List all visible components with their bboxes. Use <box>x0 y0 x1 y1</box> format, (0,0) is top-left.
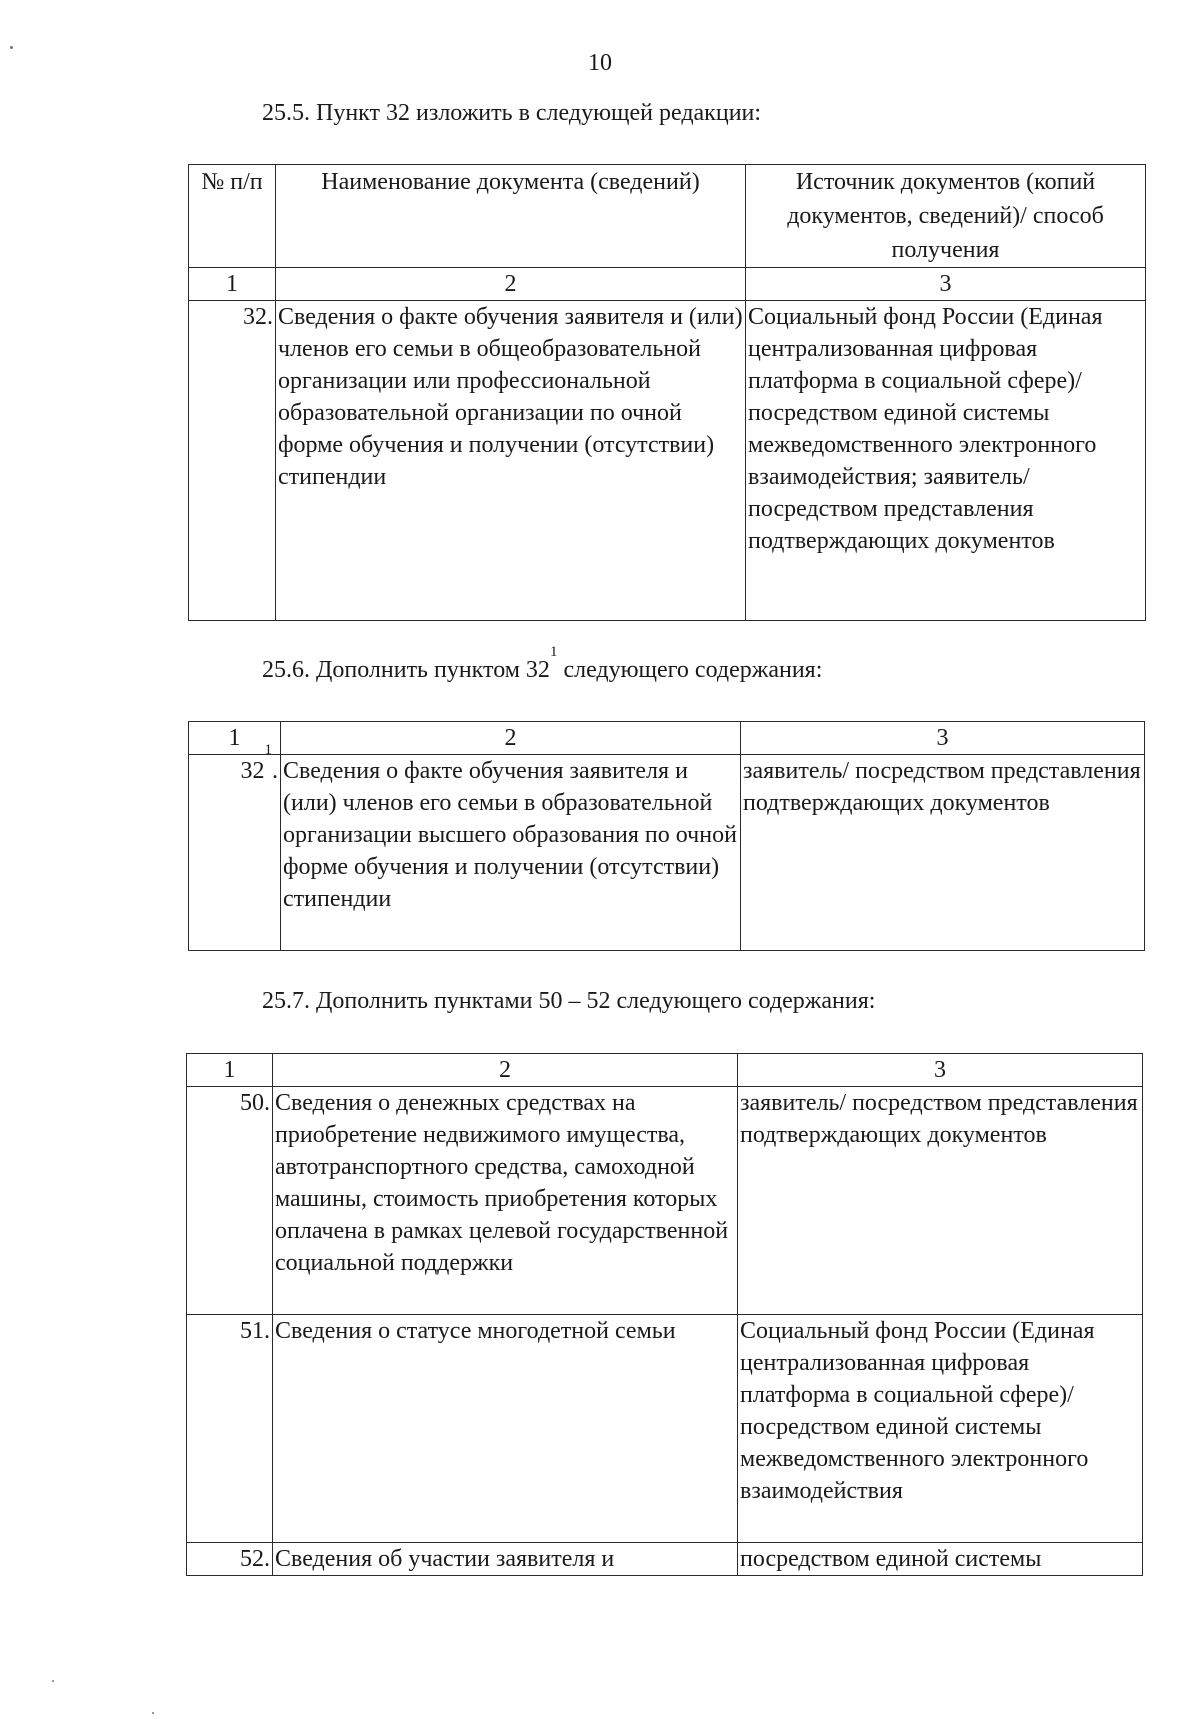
column-number: 1 <box>189 268 276 301</box>
column-number: 2 <box>273 1054 738 1087</box>
row-document-source: Социальный фонд России (Единая централизованная цифровая платформа в социальной сфере)/ посредством единой системы межведомственного электронного взаимодействия <box>738 1315 1143 1543</box>
row-document-source: заявитель/ посредством представления подтверждающих документов <box>738 1087 1143 1315</box>
table-row <box>187 1315 1143 1543</box>
column-number: 2 <box>281 722 741 755</box>
row-document-source: Социальный фонд России (Единая централизованная цифровая платформа в социальной сфере)/ посредством единой системы межведомственного электронного взаимодействия; заявитель/ посредством представления подтверждающих документов <box>746 301 1146 621</box>
heading-superscript: 1 <box>549 644 558 660</box>
column-number-row <box>189 722 1145 755</box>
header-number: № п/п <box>189 165 276 268</box>
row-document-name: Сведения о факте обучения заявителя и (или) членов его семьи в общеобразовательной организации или профессиональной образовательной организации по очной форме обучения и получении (отсутствии) стипендии <box>276 301 746 621</box>
row-number-superscript: 1 <box>264 742 272 758</box>
row-document-name: Сведения об участии заявителя и <box>273 1543 738 1576</box>
header-document-source: Источник документов (копий документов, сведений)/ способ получения <box>746 165 1146 268</box>
column-number: 3 <box>741 722 1145 755</box>
row-document-source: заявитель/ посредством представления подтверждающих документов <box>741 755 1145 951</box>
row-document-source: посредством единой системы <box>738 1543 1143 1576</box>
table-25-5 <box>188 164 1146 621</box>
column-number-row <box>189 268 1146 301</box>
table-row <box>189 301 1146 621</box>
row-number: 32. <box>189 301 276 621</box>
page-number: 10 <box>588 50 612 76</box>
column-number: 3 <box>738 1054 1143 1087</box>
row-number: 51. <box>187 1315 273 1543</box>
table-row <box>189 755 1145 951</box>
row-number-dot: . <box>272 758 278 784</box>
row-number: 50. <box>187 1087 273 1315</box>
table-25-7 <box>186 1053 1143 1576</box>
row-number-text: 32 <box>240 758 265 784</box>
scan-speck <box>152 1712 154 1714</box>
scan-speck <box>10 46 13 49</box>
column-number-row <box>187 1054 1143 1087</box>
table-header-row <box>189 165 1146 268</box>
header-document-name: Наименование документа (сведений) <box>276 165 746 268</box>
heading-text: 25.6. Дополнить пунктом 32 <box>262 657 550 683</box>
section-heading-25-6 <box>262 644 823 684</box>
row-number: 52. <box>187 1543 273 1576</box>
scan-speck <box>52 1680 54 1682</box>
column-number: 1 <box>189 722 281 755</box>
table-row <box>187 1087 1143 1315</box>
column-number: 1 <box>187 1054 273 1087</box>
row-number <box>189 742 281 951</box>
column-number: 2 <box>276 268 746 301</box>
heading-text-end: следующего содержания: <box>557 657 823 683</box>
row-document-name: Сведения о факте обучения заявителя и (или) членов его семьи в образовательной организации высшего образования по очной форме обучения и получении (отсутствии) стипендии <box>281 755 741 951</box>
section-heading-25-5: 25.5. Пункт 32 изложить в следующей редакции: <box>262 100 762 126</box>
section-heading-25-7: 25.7. Дополнить пунктами 50 – 52 следующего содержания: <box>262 988 876 1014</box>
column-number: 3 <box>746 268 1146 301</box>
row-document-name: Сведения о статусе многодетной семьи <box>273 1315 738 1543</box>
table-row <box>187 1543 1143 1576</box>
table-25-6 <box>188 721 1145 951</box>
row-document-name: Сведения о денежных средствах на приобретение недвижимого имущества, автотранспортного средства, самоходной машины, стоимость приобретения которых оплачена в рамках целевой государственной социальной поддержки <box>273 1087 738 1315</box>
